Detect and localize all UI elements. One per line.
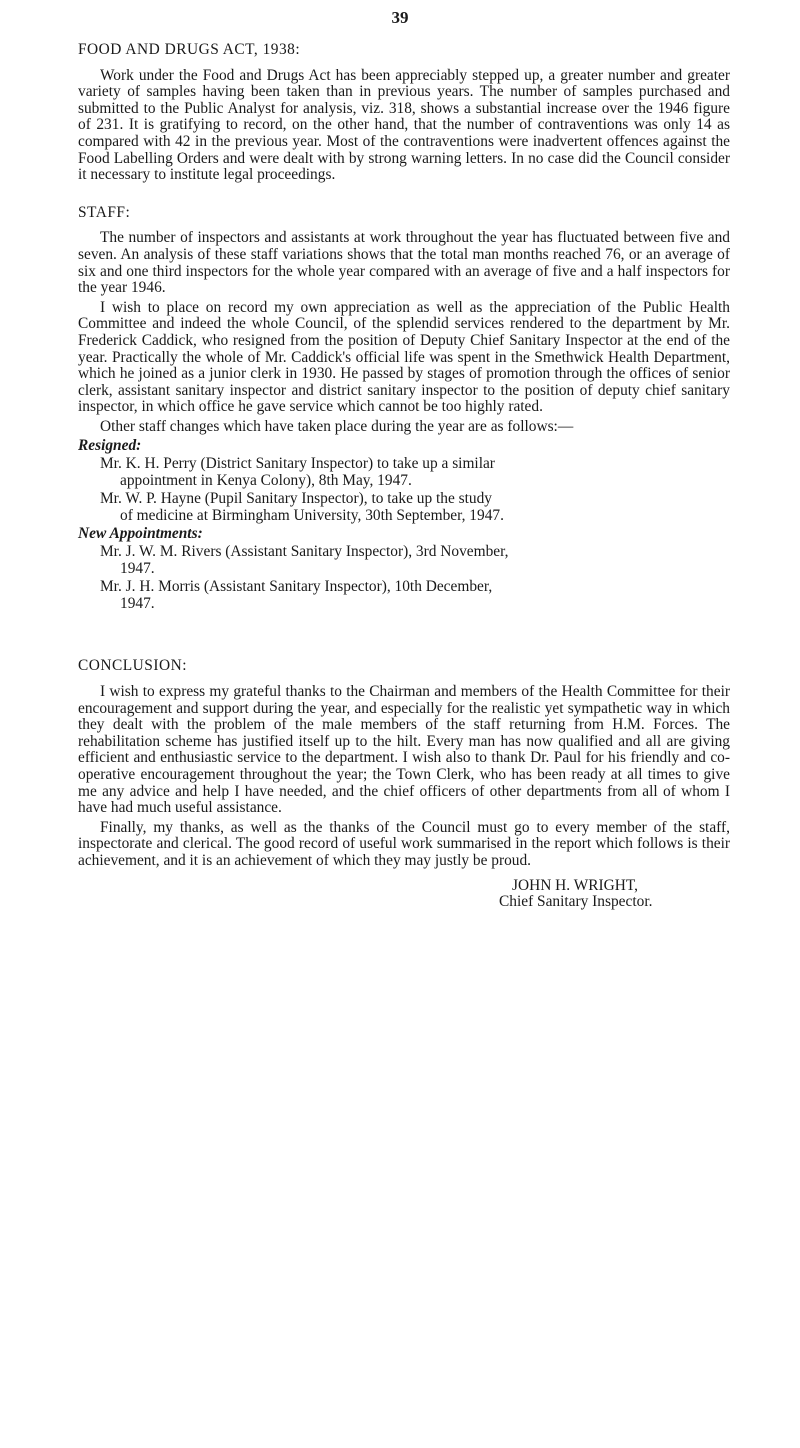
section-heading-food-drugs: FOOD AND DRUGS ACT, 1938: xyxy=(78,41,301,58)
new-appointments-subheading: New Appointments: xyxy=(78,525,203,543)
resigned-entry xyxy=(100,456,730,489)
staff-paragraph-3: Other staff changes which have taken place during the year are as follows:— xyxy=(100,417,574,435)
appointment-entry xyxy=(100,579,730,612)
staff-paragraph-1: The number of inspectors and assistants at work throughout the year has fluctuated between five and seven. An analysis of these staff variations shows that the total man months reached 76, or an average of six and one third inspectors for the whole year compared with an average of five and a half inspectors for the year 1946. xyxy=(78,229,730,297)
entry-line-continued: appointment in Kenya Colony), 8th May, 1947. xyxy=(120,471,412,489)
entry-line: Mr. J. W. M. Rivers (Assistant Sanitary Inspector), 3rd November, xyxy=(100,543,509,561)
page-number: 39 xyxy=(391,8,409,27)
entry-line: Mr. K. H. Perry (District Sanitary Inspector) to take up a similar xyxy=(100,455,495,473)
signatory-title: Chief Sanitary Inspector. xyxy=(499,893,653,911)
staff-paragraph-2: I wish to place on record my own appreciation as well as the appreciation of the Public Health Committee and indeed the whole Council, of the splendid services rendered to the department by Mr. Frederick Caddick, who resigned from the position of Deputy Chief Sanitary Inspector at the end of the year. Practically the whole of Mr. Caddick's official life was spent in the Smethwick Health Department, which he joined as a junior clerk in 1930. He passed by stages of promotion through the offices of senior clerk, assistant sanitary inspector and district sanitary inspector to the position of deputy chief sanitary inspector, in which office he gave service which cannot be too highly rated. xyxy=(78,298,730,416)
signatory-name: JOHN H. WRIGHT, xyxy=(512,876,638,894)
entry-line: Mr. W. P. Hayne (Pupil Sanitary Inspector), to take up the study xyxy=(100,490,492,508)
entry-line-continued: 1947. xyxy=(120,594,155,612)
entry-line: Mr. J. H. Morris (Assistant Sanitary Inspector), 10th December, xyxy=(100,578,493,596)
section-heading-conclusion: CONCLUSION: xyxy=(78,657,187,675)
food-drugs-paragraph: Work under the Food and Drugs Act has been appreciably stepped up, a greater number and greater variety of samples having been taken than in previous years. The number of samples purchased and submitted to the Public Analyst for analysis, viz. 318, shows a substantial increase over the 1946 figure of 231. It is gratifying to record, on the other hand, that the number of contraventions was only 14 as compared with 42 in the previous year. Most of the contraventions were inadvertent offences against the Food Labelling Orders and were dealt with by strong warning letters. In no case did the Council consider it necessary to institute legal proceedings. xyxy=(78,66,730,184)
signature-block xyxy=(78,878,730,911)
appointment-entry xyxy=(100,544,730,577)
page-body xyxy=(78,42,730,911)
conclusion-paragraph-1: I wish to express my grateful thanks to the Chairman and members of the Health Committee for their encouragement and support during the year, and especially for the realistic yet sympathetic way in which they dealt with the problem of the male members of the staff returning from H.M. Forces. The rehabilitation scheme has justified itself up to the hilt. Every man has now qualified and all are giving efficient and enthusiastic service to the department. I wish also to thank Dr. Paul for his friendly and co-operative encouragement throughout the year; the Town Clerk, who has been ready at all times to give me any advice and help I have needed, and the chief officers of other departments from all of whom I have had much useful assistance. xyxy=(78,683,730,817)
section-heading-staff: STAFF: xyxy=(78,203,131,221)
conclusion-paragraph-2: Finally, my thanks, as well as the thanks of the Council must go to every member of the staff, inspectorate and clerical. The good record of useful work summarised in the report which follows is their achievement, and it is an achievement of which they may justly be proud. xyxy=(78,818,730,869)
resigned-entry xyxy=(100,491,730,524)
resigned-subheading: Resigned: xyxy=(78,437,142,455)
entry-line-continued: of medicine at Birmingham University, 30th September, 1947. xyxy=(120,506,504,524)
entry-line-continued: 1947. xyxy=(120,559,155,577)
